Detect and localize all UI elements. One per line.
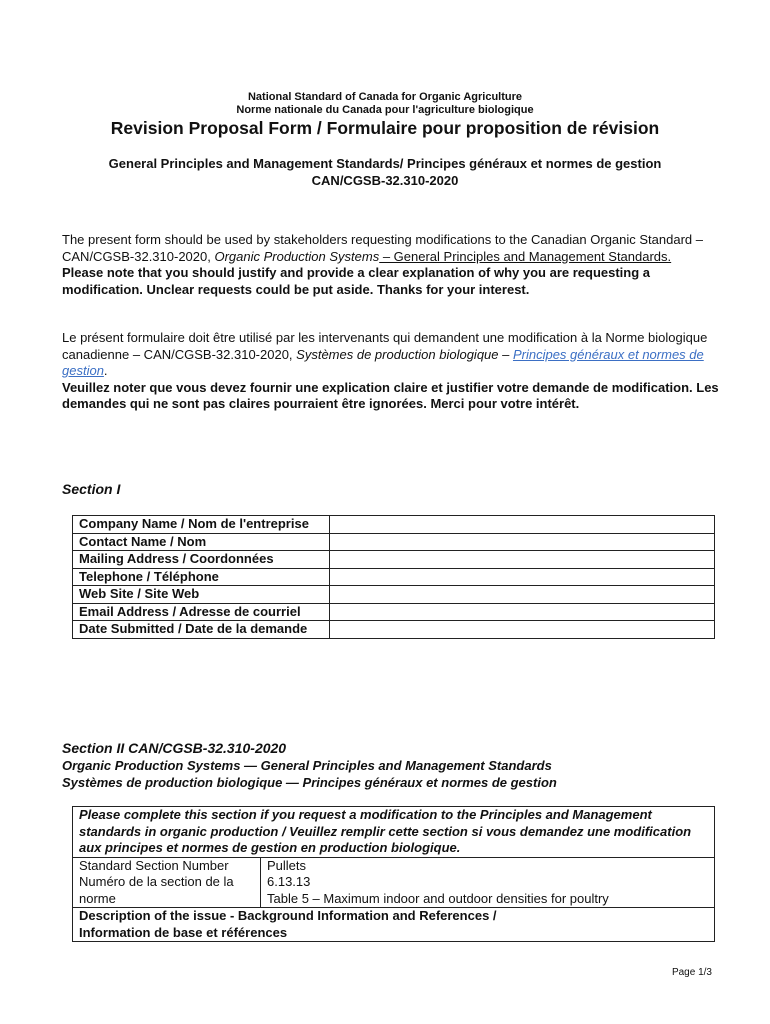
address-field[interactable] bbox=[330, 551, 715, 569]
intro-en-underlined: – General Principles and Management Standards. bbox=[379, 248, 672, 264]
section-1-heading: Section I bbox=[62, 481, 121, 497]
section-2-title-fr: Systèmes de production biologique — Principes généraux et normes de gestion bbox=[62, 775, 557, 790]
table-row bbox=[73, 516, 715, 534]
standard-code: CAN/CGSB-32.310-2020 bbox=[311, 173, 459, 188]
telephone-field[interactable] bbox=[330, 568, 715, 586]
table-row bbox=[73, 908, 715, 942]
address-label: Mailing Address / Coordonnées bbox=[73, 551, 330, 569]
page-title: Revision Proposal Form / Formulaire pour proposition de révision bbox=[110, 118, 660, 138]
subtitle: General Principles and Management Standards/ Principes généraux et normes de gestion bbox=[108, 156, 662, 171]
header-standard-fr: Norme nationale du Canada pour l'agriculture biologique bbox=[236, 104, 534, 116]
email-field[interactable] bbox=[330, 603, 715, 621]
section-2-table bbox=[72, 806, 715, 942]
section-value-category: Pullets bbox=[267, 857, 307, 873]
description-label bbox=[73, 908, 715, 942]
intro-french bbox=[62, 330, 722, 413]
intro-fr-note: Veuillez noter que vous devez fournir une explication claire et justifier votre demande de modification. Les demandes qui ne sont pas claires pourraient être ignorées. Merci pour votre intérêt. bbox=[62, 379, 719, 411]
website-field[interactable] bbox=[330, 586, 715, 604]
table-row bbox=[73, 621, 715, 639]
section-2-instruction: Please complete this section if you request a modification to the Principles and Management standards in organic production / Veuillez remplir cette section si vous demandez une modification aux principes et normes de gestion en production biologique. bbox=[73, 807, 715, 858]
website-label: Web Site / Site Web bbox=[73, 586, 330, 604]
table-row bbox=[73, 533, 715, 551]
intro-english bbox=[62, 232, 722, 298]
section-1-table bbox=[72, 515, 715, 639]
contact-label: Contact Name / Nom bbox=[73, 533, 330, 551]
company-field[interactable] bbox=[330, 516, 715, 534]
section-number-field[interactable] bbox=[261, 857, 715, 908]
intro-en-text: The present form should be used by stakeholders requesting modifications to the Canadian Organic Standard – CAN/CGSB-32.310-2020, bbox=[62, 232, 703, 264]
email-label: Email Address / Adresse de courriel bbox=[73, 603, 330, 621]
intro-fr-link[interactable]: Principes généraux et normes de gestion bbox=[62, 346, 704, 378]
description-label-fr: Information de base et références bbox=[79, 924, 288, 940]
page-number: Page 1/3 bbox=[671, 967, 712, 978]
intro-fr-italic: Systèmes de production biologique – bbox=[296, 346, 513, 362]
contact-field[interactable] bbox=[330, 533, 715, 551]
date-label: Date Submitted / Date de la demande bbox=[73, 621, 330, 639]
intro-fr-text: Le présent formulaire doit être utilisé par les intervenants qui demandent une modification à la Norme biologique canadienne – CAN/CGSB-32.310-2020, bbox=[62, 330, 708, 362]
section-2-title-en: Organic Production Systems — General Principles and Management Standards bbox=[62, 758, 552, 773]
table-row bbox=[73, 857, 715, 908]
section-value-number: 6.13.13 bbox=[267, 874, 311, 889]
intro-fr-period: . bbox=[103, 363, 108, 378]
date-field[interactable] bbox=[330, 621, 715, 639]
description-label-en: Description of the issue - Background Information and References / bbox=[79, 908, 497, 923]
table-row bbox=[73, 568, 715, 586]
company-label: Company Name / Nom de l'entreprise bbox=[73, 516, 330, 534]
table-row bbox=[73, 807, 715, 858]
telephone-label: Telephone / Téléphone bbox=[73, 568, 330, 586]
table-row bbox=[73, 586, 715, 604]
table-row bbox=[73, 551, 715, 569]
header-standard-en: National Standard of Canada for Organic Agriculture bbox=[247, 91, 523, 103]
section-2-heading: Section II CAN/CGSB-32.310-2020 bbox=[62, 740, 287, 756]
section-number-label: Standard Section Number Numéro de la section de la norme bbox=[73, 857, 261, 908]
intro-en-note: Please note that you should justify and provide a clear explanation of why you are requesting a modification. Unclear requests could be put aside. Thanks for your interest. bbox=[62, 265, 651, 297]
intro-en-italic: Organic Production Systems bbox=[214, 248, 380, 264]
section-value-table: Table 5 – Maximum indoor and outdoor densities for poultry bbox=[267, 890, 609, 906]
table-row bbox=[73, 603, 715, 621]
